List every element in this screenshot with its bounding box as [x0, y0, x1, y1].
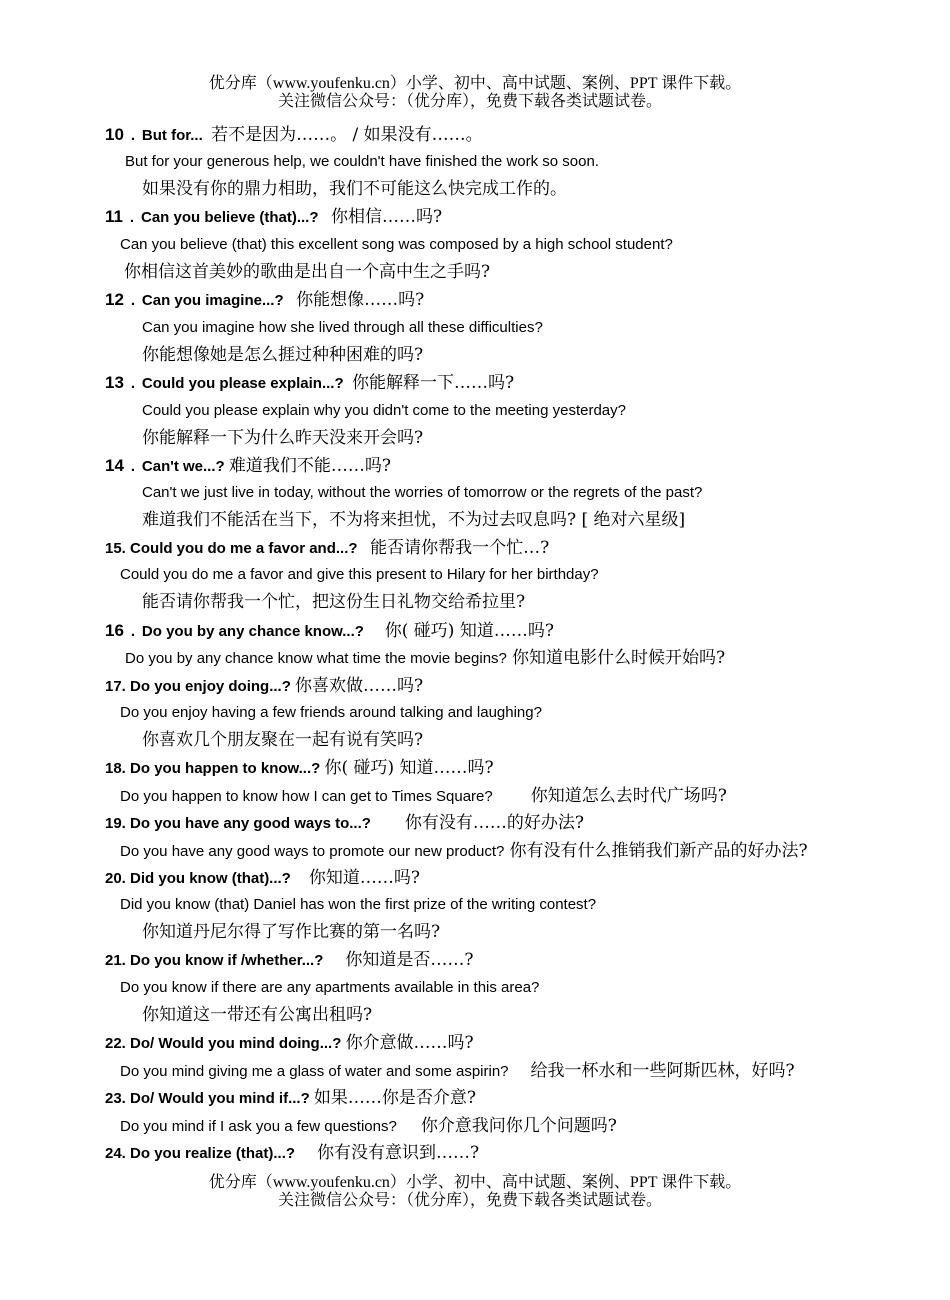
item-translation: 若不是因为……。 / 如果没有……。: [211, 125, 483, 145]
item-number: 22.: [105, 1035, 126, 1052]
item-phrase: Could you do me a favor and...?: [130, 540, 358, 557]
item-number: 20.: [105, 870, 126, 887]
example-zh: 你知道这一带还有公寓出租吗?: [142, 1005, 373, 1025]
item-phrase: Do you realize (that)...?: [130, 1145, 296, 1162]
item-title: [105, 949, 474, 972]
item-number: 11: [105, 207, 123, 226]
item-title: [105, 537, 549, 560]
item-number: 10: [105, 125, 124, 144]
example-line: [120, 1115, 617, 1138]
example-zh: 你有没有什么推销我们新产品的好办法?: [509, 841, 808, 861]
footer-line-2: 关注微信公众号：（优分库），免费下载各类试题试卷。: [277, 1192, 662, 1209]
item-title: [105, 455, 391, 478]
item-phrase: Do you happen to know...?: [130, 760, 321, 777]
example-en: Can't we just live in today, without the worries of tomorrow or the regrets of the past?: [142, 484, 703, 501]
item-phrase: Can you imagine...?: [141, 292, 284, 309]
item-number: 24.: [105, 1145, 126, 1162]
example-en: Did you know (that) Daniel has won the first prize of the writing contest?: [120, 896, 597, 913]
example-zh: 你知道怎么去时代广场吗?: [530, 786, 727, 806]
item-translation: 你有没有……的好办法?: [404, 813, 585, 833]
item-number: 17.: [105, 678, 126, 695]
example-zh: 你能想像她是怎么捱过种种困难的吗?: [142, 345, 424, 365]
example-en: Do you by any chance know what time the movie begins?: [125, 650, 507, 667]
item-title: [105, 620, 554, 643]
example-zh: 你能解释一下为什么昨天没来开会吗?: [142, 428, 424, 448]
item-phrase: But for...: [141, 127, 203, 144]
item-translation: 你知道是否……?: [345, 950, 474, 970]
item-title: [105, 675, 423, 698]
item-dot: .: [130, 292, 135, 309]
example-en: Can you believe (that) this excellent song was composed by a high school student?: [120, 236, 673, 253]
item-number: 13: [105, 373, 124, 392]
item-translation: 你( 碰巧) 知道……吗?: [324, 758, 494, 778]
page-header: [0, 75, 950, 111]
item-title: [105, 867, 420, 890]
example-en: Do you enjoy having a few friends around talking and laughing?: [120, 704, 542, 721]
example-en: Do you happen to know how I can get to Times Square?: [120, 788, 493, 805]
example-line: [120, 1060, 795, 1083]
item-title: [105, 124, 483, 147]
item-phrase: Can't we...?: [141, 458, 225, 475]
example-zh: 难道我们不能活在当下，不为将来担忧，不为过去叹息吗? [ 绝对六星级]: [142, 510, 686, 530]
item-translation: 你能解释一下……吗?: [351, 373, 515, 393]
item-phrase: Do/ Would you mind doing...?: [130, 1035, 342, 1052]
item-phrase: Can you believe (that)...?: [140, 209, 319, 226]
example-zh: 能否请你帮我一个忙，把这份生日礼物交给希拉里?: [142, 592, 526, 612]
example-zh: 如果没有你的鼎力相助，我们不可能这么快完成工作的。: [142, 179, 567, 199]
example-zh: 你喜欢几个朋友聚在一起有说有笑吗?: [142, 730, 424, 750]
item-title: [105, 1142, 479, 1165]
example-en: But for your generous help, we couldn't have finished the work so soon.: [125, 153, 599, 170]
item-number: 16: [105, 621, 124, 640]
item-translation: 你知道……吗?: [308, 868, 420, 888]
item-dot: .: [130, 623, 135, 640]
header-line-2: 关注微信公众号：（优分库），免费下载各类试题试卷。: [277, 93, 662, 110]
example-en: Do you mind if I ask you a few questions?: [120, 1118, 397, 1135]
example-zh: 你相信这首美妙的歌曲是出自一个高中生之手吗?: [124, 262, 491, 282]
example-line: [120, 840, 808, 863]
example-line: [125, 647, 725, 670]
item-phrase: Do/ Would you mind if...?: [130, 1090, 310, 1107]
example-en: Do you have any good ways to promote our new product?: [120, 843, 505, 860]
example-line: [120, 785, 727, 808]
item-phrase: Do you have any good ways to...?: [130, 815, 371, 832]
example-en: Do you know if there are any apartments available in this area?: [120, 979, 540, 996]
item-phrase: Do you by any chance know...?: [141, 623, 364, 640]
footer-line-1: 优分库（www.youfenku.cn）小学、初中、高中试题、案例、PPT 课件下载。: [208, 1174, 742, 1191]
item-dot: .: [129, 209, 135, 226]
item-title: [105, 289, 424, 312]
item-translation: 你相信……吗?: [331, 207, 443, 227]
item-phrase: Did you know (that)...?: [130, 870, 291, 887]
example-zh: 给我一杯水和一些阿斯匹林，好吗?: [530, 1061, 795, 1081]
item-title: [105, 1087, 476, 1110]
item-number: 15.: [105, 540, 126, 557]
item-phrase: Do you know if /whether...?: [130, 952, 324, 969]
item-translation: 如果……你是否介意?: [313, 1088, 477, 1108]
example-en: Can you imagine how she lived through all these difficulties?: [142, 319, 543, 336]
item-translation: 你( 碰巧) 知道……吗?: [384, 621, 554, 641]
item-dot: .: [130, 127, 135, 144]
item-number: 21.: [105, 952, 126, 969]
item-title: [105, 812, 584, 835]
item-dot: .: [130, 458, 135, 475]
example-zh: 你介意我问你几个问题吗?: [420, 1116, 617, 1136]
item-translation: 你能想像……吗?: [296, 290, 425, 310]
item-phrase: Could you please explain...?: [141, 375, 344, 392]
item-title: [105, 372, 514, 395]
example-en: Could you do me a favor and give this present to Hilary for her birthday?: [120, 566, 599, 583]
item-translation: 你喜欢做……吗?: [295, 676, 424, 696]
item-number: 14: [105, 456, 124, 475]
page-footer: [0, 1174, 950, 1210]
item-title: [105, 1032, 474, 1055]
item-number: 19.: [105, 815, 126, 832]
item-number: 12: [105, 290, 124, 309]
item-phrase: Do you enjoy doing...?: [130, 678, 291, 695]
item-translation: 能否请你帮我一个忙…?: [370, 538, 550, 558]
example-en: Could you please explain why you didn't come to the meeting yesterday?: [142, 402, 626, 419]
item-number: 23.: [105, 1090, 126, 1107]
item-number: 18.: [105, 760, 126, 777]
item-translation: 你介意做……吗?: [345, 1033, 474, 1053]
header-line-1: 优分库（www.youfenku.cn）小学、初中、高中试题、案例、PPT 课件下载。: [208, 75, 742, 92]
example-zh: 你知道丹尼尔得了写作比赛的第一名吗?: [142, 922, 441, 942]
item-title: [105, 206, 442, 229]
item-dot: .: [130, 375, 135, 392]
example-zh: 你知道电影什么时候开始吗?: [511, 648, 726, 668]
item-translation: 你有没有意识到……?: [317, 1143, 480, 1163]
item-translation: 难道我们不能……吗?: [228, 456, 391, 476]
example-en: Do you mind giving me a glass of water and some aspirin?: [120, 1063, 509, 1080]
item-title: [105, 757, 494, 780]
